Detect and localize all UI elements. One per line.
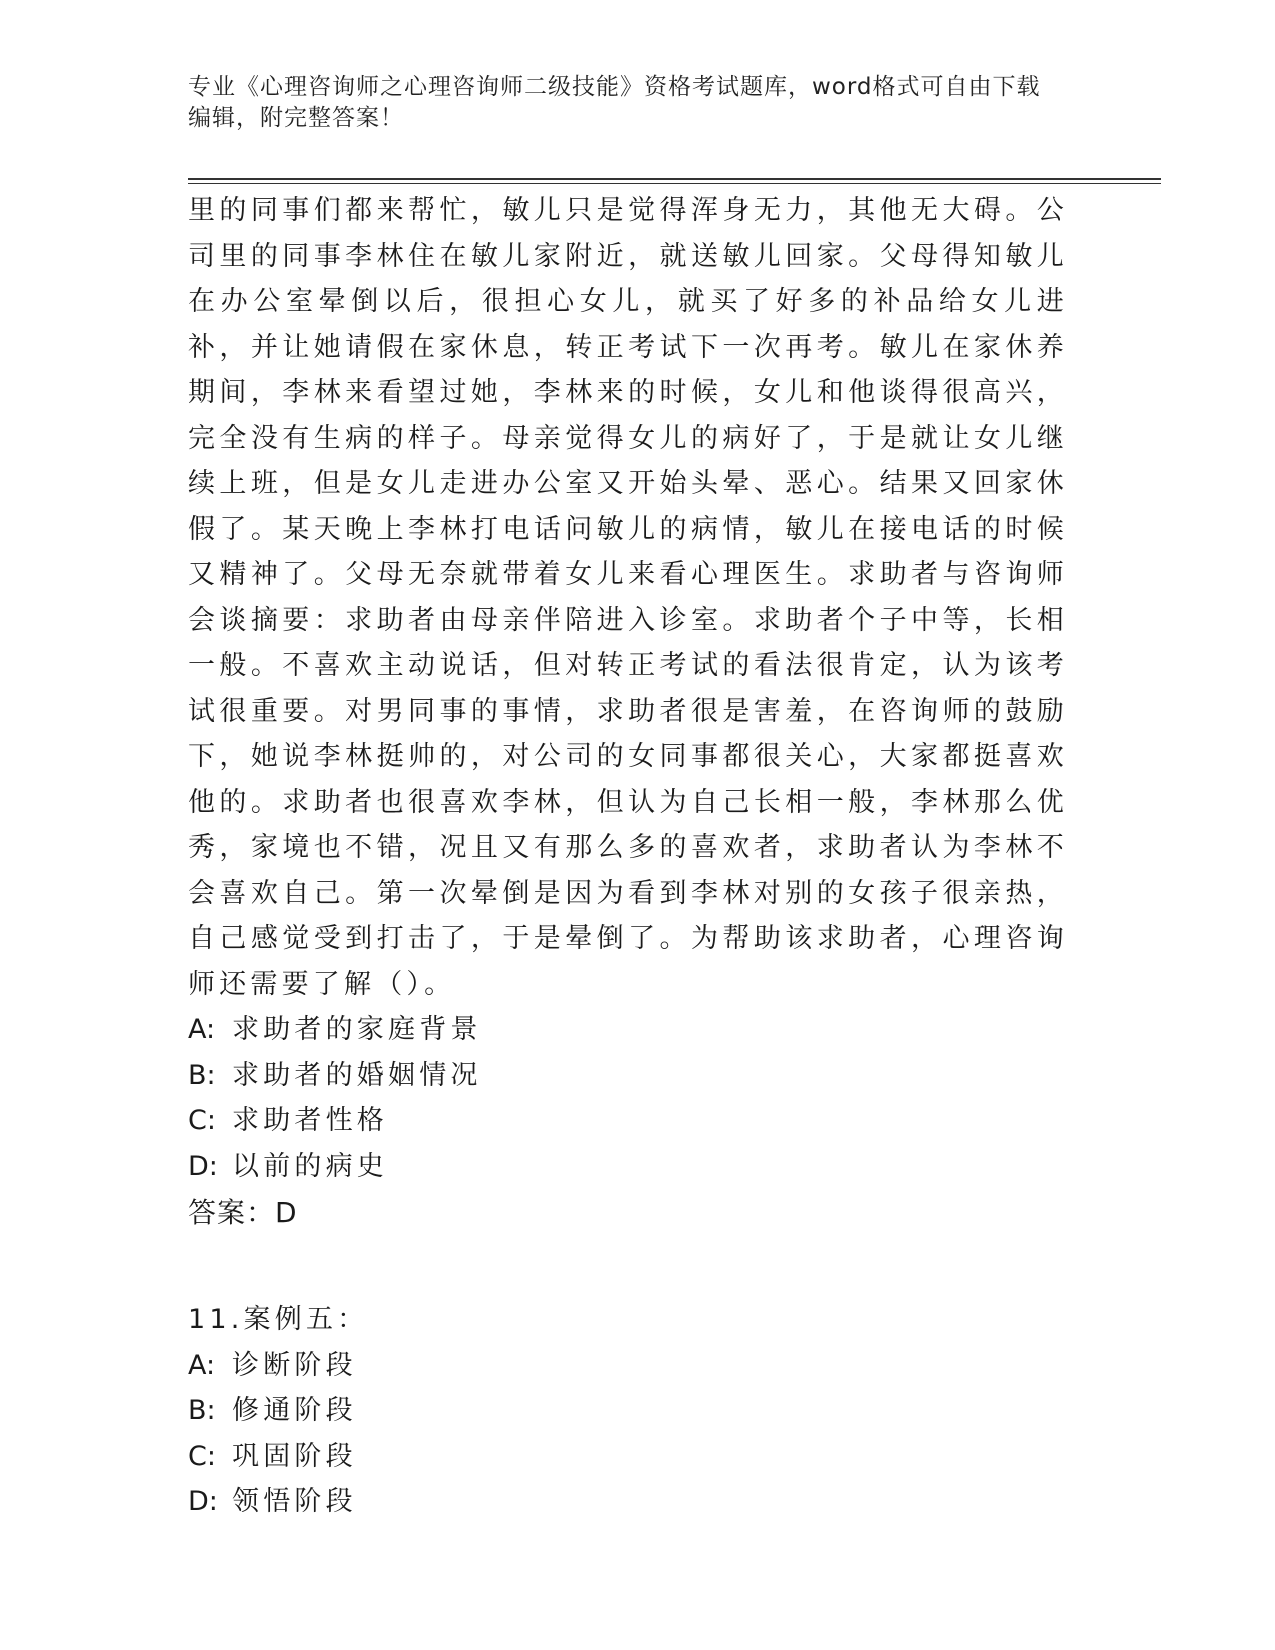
header-line-2: 编辑，附完整答案！ <box>188 105 404 131</box>
option-text: 以前的病史 <box>232 1150 388 1182</box>
header-line-1: 专业《心理咨询师之心理咨询师二级技能》资格考试题库，word格式可自由下载 <box>188 74 1041 100</box>
question-11-option-b <box>188 1388 1068 1434</box>
question-10-stem: 里的同事们都来帮忙，敏儿只是觉得浑身无力，其他无大碍。公司里的同事李林住在敏儿家附近，就送敏儿回家。父母得知敏儿在办公室晕倒以后，很担心女儿，就买了好多的补品给女儿进补，并让她请假在家休息，转正考试下一次再考。敏儿在家休养期间，李林来看望过她，李林来的时候，女儿和他谈得很高兴，完全没有生病的样子。母亲觉得女儿的病好了，于是就让女儿继续上班，但是女儿走进办公室又开始头晕、恶心。结果又回家休假了。某天晚上李林打电话问敏儿的病情，敏儿在接电话的时候又精神了。父母无奈就带着女儿来看心理医生。求助者与咨询师会谈摘要：求助者由母亲伴陪进入诊室。求助者个子中等，长相一般。不喜欢主动说话，但对转正考试的看法很肯定，认为该考试很重要。对男同事的事情，求助者很是害羞，在咨询师的鼓励下，她说李林挺帅的，对公司的女同事都很关心，大家都挺喜欢他的。求助者也很喜欢李林，但认为自己长相一般，李林那么优秀，家境也不错，况且又有那么多的喜欢者，求助者认为李林不会喜欢自己。第一次晕倒是因为看到李林对别的女孩子很亲热，自己感觉受到打击了，于是晕倒了。为帮助该求助者，心理咨询师还需要了解（）。 <box>188 195 1068 1000</box>
question-10-answer: 答案：D <box>188 1196 298 1229</box>
option-text: 巩固阶段 <box>232 1440 357 1472</box>
question-10-option-c <box>188 1098 1068 1144</box>
option-text: 求助者性格 <box>232 1105 388 1136</box>
header-divider-thick <box>188 178 1161 180</box>
question-11-option-a <box>188 1343 1068 1389</box>
option-text: 领悟阶段 <box>232 1486 357 1517</box>
option-text: 修通阶段 <box>232 1395 357 1426</box>
option-letter: D: <box>188 1150 218 1182</box>
question-10-option-b <box>188 1053 1068 1099</box>
option-letter: A: <box>188 1349 216 1381</box>
option-text: 求助者的家庭背景 <box>232 1014 482 1045</box>
option-letter: B: <box>188 1059 216 1091</box>
option-letter: A: <box>188 1014 216 1045</box>
question-11-title: 11.案例五： <box>188 1304 369 1335</box>
document-header <box>188 72 1088 134</box>
section-spacer <box>188 1237 1068 1297</box>
option-text: 求助者的婚姻情况 <box>232 1059 482 1091</box>
question-11-option-c <box>188 1434 1068 1480</box>
question-10-option-d <box>188 1144 1068 1190</box>
option-letter: D: <box>188 1486 218 1517</box>
question-11-option-d <box>188 1479 1068 1525</box>
option-letter: C: <box>188 1440 216 1472</box>
header-divider-thin <box>188 183 1161 184</box>
question-10-option-a <box>188 1007 1068 1053</box>
option-letter: C: <box>188 1105 216 1136</box>
option-letter: B: <box>188 1395 216 1426</box>
option-text: 诊断阶段 <box>232 1349 357 1381</box>
document-body <box>188 188 1068 1525</box>
